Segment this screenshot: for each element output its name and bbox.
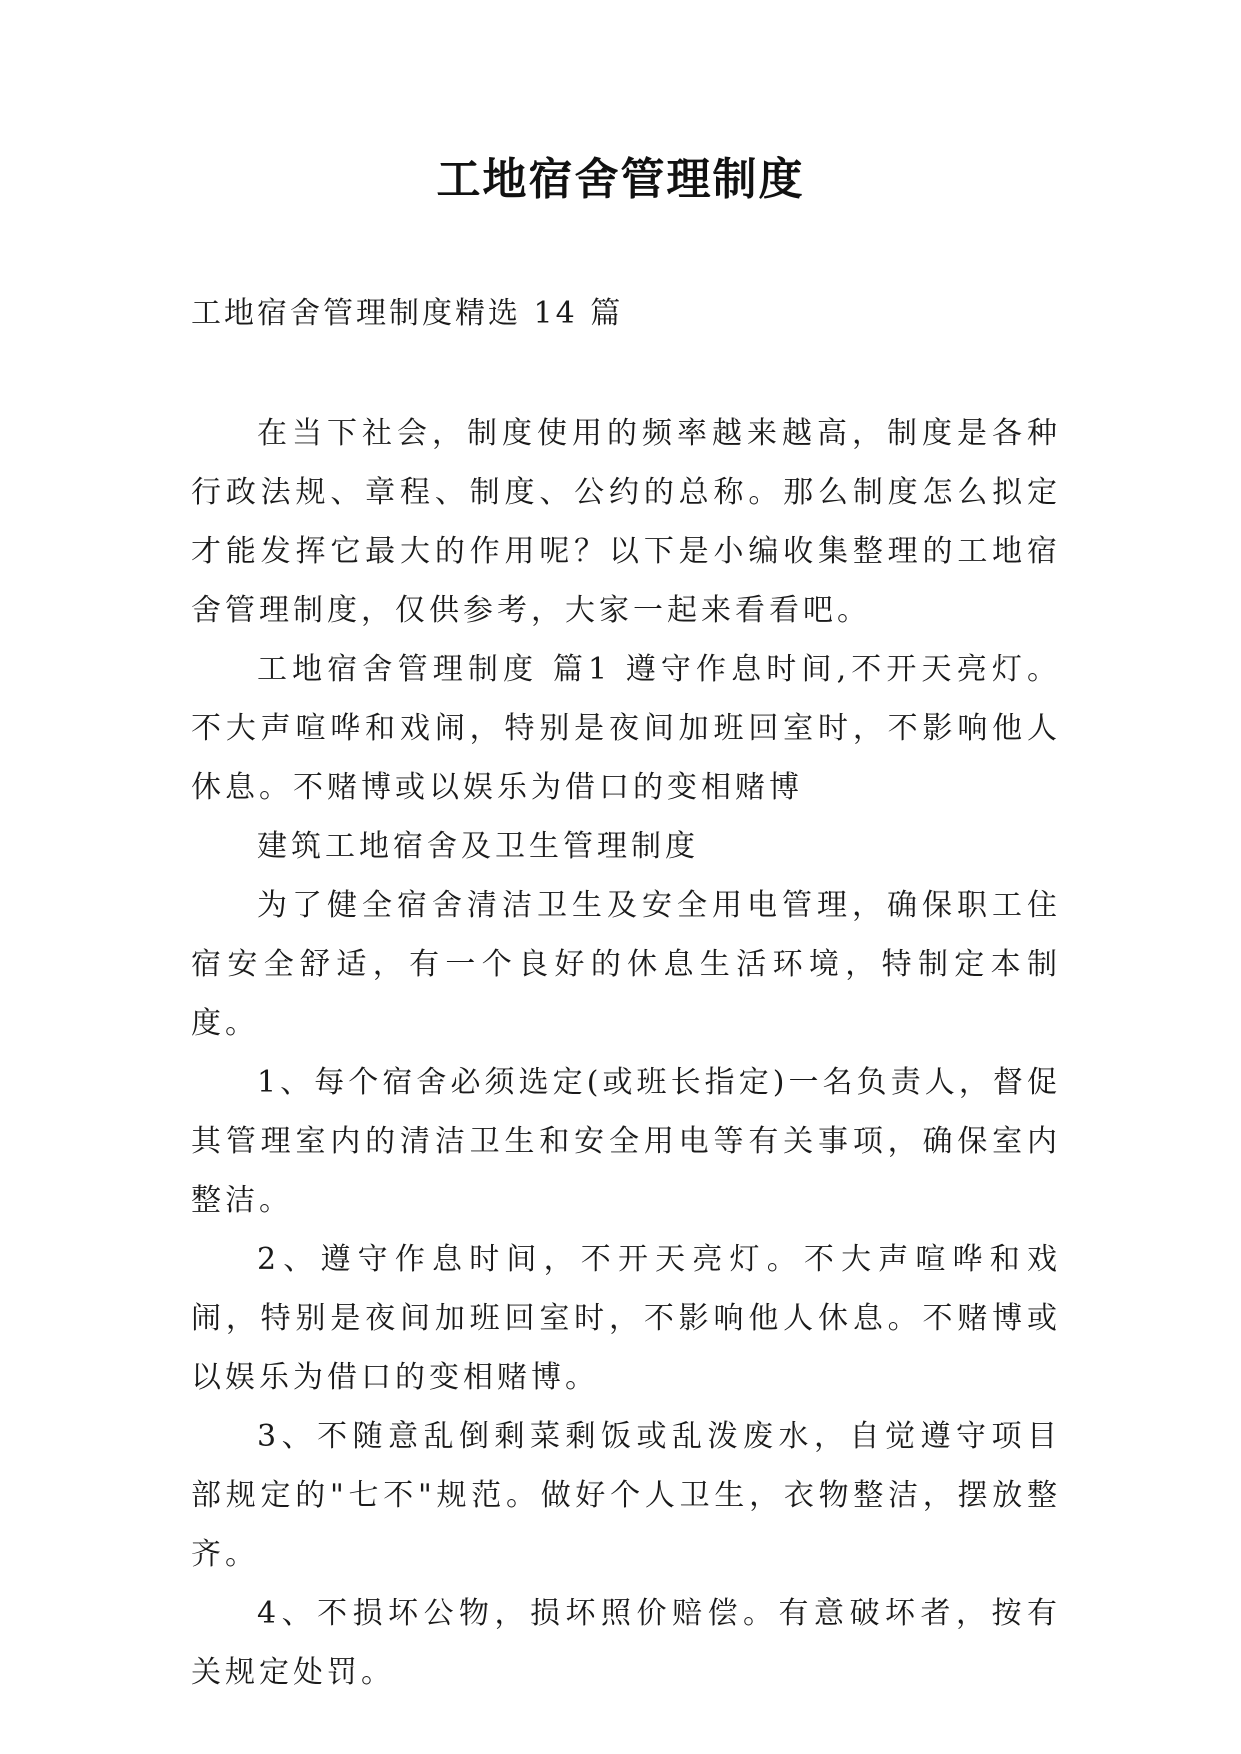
- intro-paragraph: 在当下社会，制度使用的频率越来越高，制度是各种行政法规、章程、制度、公约的总称。那么制度怎么拟定才能发挥它最大的作用呢？以下是小编收集整理的工地宿舍管理制度，仅供参考，大家一起来看看吧。: [191, 416, 1061, 628]
- rule-1-paragraph: 1、每个宿舍必须选定(或班长指定)一名负责人，督促其管理室内的清洁卫生和安全用电等有关事项，确保室内整洁。: [191, 1065, 1061, 1218]
- document-body: [191, 404, 1061, 1702]
- section-heading: 建筑工地宿舍及卫生管理制度: [257, 829, 699, 864]
- rule-3-paragraph: 3、不随意乱倒剩菜剩饭或乱泼废水，自觉遵守项目部规定的"七不"规范。做好个人卫生，衣物整洁，摆放整齐。: [191, 1419, 1061, 1572]
- section-1-paragraph: 工地宿舍管理制度 篇1 遵守作息时间,不开天亮灯。不大声喧哗和戏闹，特别是夜间加班回室时，不影响他人休息。不赌博或以娱乐为借口的变相赌博: [191, 652, 1061, 805]
- rule-2-paragraph: 2、遵守作息时间，不开天亮灯。不大声喧哗和戏闹，特别是夜间加班回室时，不影响他人休息。不赌博或以娱乐为借口的变相赌博。: [191, 1242, 1061, 1395]
- document-subtitle: 工地宿舍管理制度精选 14 篇: [191, 296, 624, 331]
- document-title: 工地宿舍管理制度: [436, 154, 805, 205]
- rule-4-paragraph: 4、不损坏公物，损坏照价赔偿。有意破坏者，按有关规定处罚。: [191, 1596, 1061, 1690]
- purpose-paragraph: 为了健全宿舍清洁卫生及安全用电管理，确保职工住宿安全舒适，有一个良好的休息生活环境，特制定本制度。: [191, 888, 1061, 1041]
